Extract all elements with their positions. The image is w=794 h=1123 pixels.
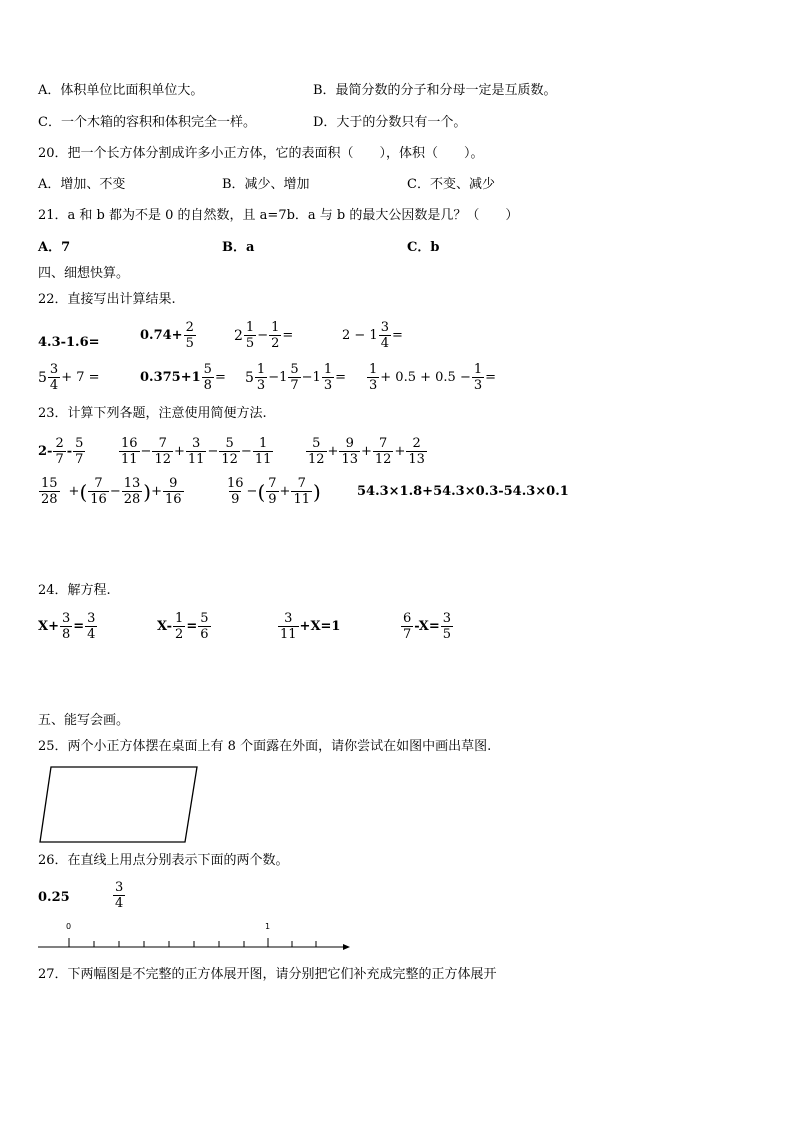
- fraction: $\frac{1}{2}$: [175, 611, 184, 642]
- fraction: $\frac{9}{16}$: [164, 476, 182, 507]
- fraction: $\frac{2}{7}$: [55, 436, 64, 467]
- q22-expr-6: 0.375+1 $\frac{5}{8}$ =: [140, 362, 226, 393]
- fraction: $\frac{3}{11}$: [280, 611, 297, 642]
- q20-option-c: C．不变、减少: [407, 177, 495, 192]
- fraction: $\frac{1}{11}$: [254, 436, 272, 467]
- tick-label-0: 0: [66, 922, 72, 931]
- fraction: $\frac{7}{9}$: [268, 476, 277, 507]
- fraction: $\frac{5}{6}$: [200, 611, 209, 642]
- q26-number-decimal: 0.25: [38, 890, 70, 905]
- q20-option-a: A．增加、不变: [38, 177, 126, 192]
- q19-option-a: A．体积单位比面积单位大。: [38, 83, 204, 98]
- fraction: $\frac{5}{12}$: [308, 436, 325, 467]
- fraction: $\frac{3}{8}$: [61, 611, 71, 642]
- q19-option-d: D．大于的分数只有一个。: [313, 115, 467, 130]
- q22-expr-7: 5 $\frac{1}{3}$ −1 $\frac{5}{7}$ −1 $\frac{1}{3}$ =: [245, 362, 347, 393]
- fraction: $\frac{9}{13}$: [341, 436, 358, 467]
- fraction: $\frac{2}{5}$: [185, 320, 194, 351]
- q22-expr-4: 2 − 1 $\frac{3}{4}$ =: [342, 320, 403, 351]
- q22-expr-3: 2 $\frac{1}{5}$ − $\frac{1}{2}$ =: [234, 320, 294, 351]
- number-line[interactable]: [36, 922, 352, 952]
- fraction: $\frac{3}{4}$: [49, 362, 59, 393]
- fraction: $\frac{7}{16}$: [90, 476, 107, 507]
- fraction: $\frac{3}{4}$: [380, 320, 389, 351]
- q23-expr-e: $\frac{16}{9}$ − ( $\frac{7}{9}$ + $\frac{7}{11}$ ): [227, 476, 321, 507]
- q22-expr-5: 5 $\frac{3}{4}$ + 7 =: [38, 362, 100, 393]
- q26-number-fraction: [112, 880, 126, 911]
- q22-expr-8: $\frac{1}{3}$ + 0.5 + 0.5 − $\frac{1}{3}$ =: [369, 362, 497, 393]
- fraction: $\frac{16}{11}$: [121, 436, 138, 467]
- q24-equation-a: X+ $\frac{3}{8}$ = $\frac{3}{4}$: [38, 611, 96, 642]
- q23-expr-a: 2- $\frac{2}{7}$ - $\frac{5}{7}$: [38, 436, 84, 467]
- fraction: $\frac{5}{7}$: [290, 362, 299, 393]
- q24-equation-d: $\frac{6}{7}$ -X= $\frac{3}{5}$: [403, 611, 451, 642]
- q24-stem: 24．解方程.: [38, 583, 111, 598]
- fraction: $\frac{5}{8}$: [203, 362, 212, 393]
- q20-option-b: B．减少、增加: [222, 177, 310, 192]
- fraction: $\frac{7}{11}$: [293, 476, 310, 507]
- q21-stem: 21．a 和 b 都为不是 0 的自然数，且 a=7b．a 与 b 的最大公因数是几？（ ）: [38, 208, 519, 223]
- fraction: $\frac{13}{28}$: [123, 476, 141, 507]
- q19-option-b: B．最简分数的分子和分母一定是互质数。: [313, 83, 557, 98]
- number-line-axis: [36, 922, 352, 952]
- fraction: $\frac{1}{5}$: [245, 320, 255, 351]
- section-5-heading: 五、能写会画。: [38, 713, 130, 728]
- fraction: $\frac{5}{12}$: [221, 436, 238, 467]
- parallelogram-drawing-area[interactable]: [38, 765, 200, 845]
- q27-stem: 27．下两幅图是不完整的正方体展开图，请分别把它们补充成完整的正方体展开: [38, 967, 497, 982]
- q20-stem: 20．把一个长方体分割成许多小正方体，它的表面积（ ），体积（ ）。: [38, 146, 484, 161]
- q26-stem: 26．在直线上用点分别表示下面的两个数。: [38, 853, 289, 868]
- q24-equation-b: X- $\frac{1}{2}$ = $\frac{5}{6}$: [157, 611, 209, 642]
- fraction: $\frac{7}{12}$: [374, 436, 392, 467]
- fraction: $\frac{1}{3}$: [256, 362, 266, 393]
- q25-stem: 25．两个小正方体摆在桌面上有 8 个面露在外面，请你尝试在如图中画出草图.: [38, 739, 492, 754]
- q21-option-b: B．a: [222, 240, 255, 255]
- q19-option-c: C．一个木箱的容积和体积完全一样。: [38, 115, 256, 130]
- q23-expr-c: $\frac{5}{12}$ + $\frac{9}{13}$ + $\frac{7}{12}$ + $\frac{2}{13}$: [308, 436, 425, 467]
- fraction: $\frac{6}{7}$: [403, 611, 412, 642]
- section-4-heading: 四、细想快算。: [38, 266, 130, 281]
- tick-label-1: 1: [265, 922, 271, 931]
- fraction: $\frac{1}{3}$: [369, 362, 378, 393]
- q23-expr-b: $\frac{16}{11}$ − $\frac{7}{12}$ + $\frac{3}{11}$ − $\frac{5}{12}$ − $\frac{1}{11}$: [121, 436, 272, 467]
- fraction: $\frac{1}{2}$: [271, 320, 280, 351]
- fraction: $\frac{2}{13}$: [408, 436, 425, 467]
- q23-expr-f: 54.3×1.8+54.3×0.3-54.3×0.1: [357, 484, 569, 499]
- fraction: $\frac{3}{4}$: [87, 611, 96, 642]
- fraction: $\frac{7}{12}$: [154, 436, 171, 467]
- fraction: $\frac{1}{3}$: [473, 362, 483, 393]
- q24-equation-c: $\frac{3}{11}$ +X=1: [280, 611, 341, 642]
- q22-expr-2: 0.74+ $\frac{2}{5}$: [140, 320, 194, 351]
- q23-expr-d: $\frac{15}{28}$ + ( $\frac{7}{16}$ − $\frac{13}{28}$ ) + $\frac{9}{16}$: [41, 476, 182, 507]
- q23-stem: 23．计算下列各题，注意使用简便方法.: [38, 406, 267, 421]
- q22-expr-1: 4.3-1.6=: [38, 334, 100, 350]
- fraction: $\frac{15}{28}$: [41, 476, 58, 507]
- fraction: $\frac{16}{9}$: [227, 476, 244, 507]
- fraction: $\frac{3}{5}$: [442, 611, 451, 642]
- q21-option-c: C．b: [407, 240, 440, 255]
- fraction: $\frac{5}{7}$: [75, 436, 84, 467]
- fraction: $\frac{1}{3}$: [323, 362, 333, 393]
- fraction: $\frac{3}{11}$: [187, 436, 205, 467]
- q22-stem: 22．直接写出计算结果.: [38, 292, 176, 307]
- q21-option-a: A．7: [38, 240, 71, 255]
- fraction: $\frac{3}{4}$: [115, 880, 124, 911]
